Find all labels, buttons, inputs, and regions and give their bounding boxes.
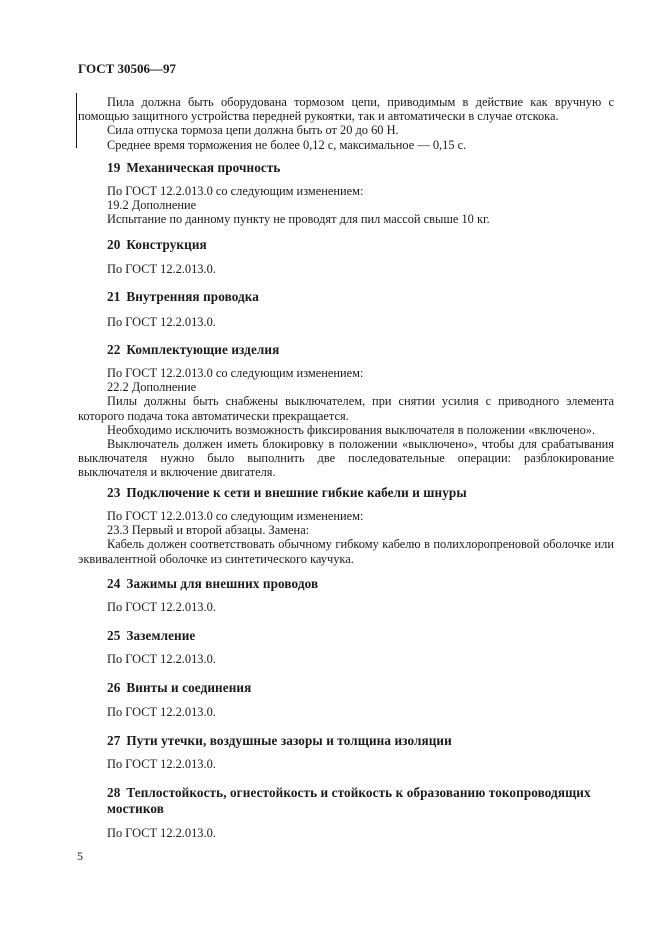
section-reference: По ГОСТ 12.2.013.0. bbox=[107, 652, 216, 666]
section-reference: По ГОСТ 12.2.013.0. bbox=[107, 262, 216, 276]
section-body bbox=[78, 184, 614, 227]
section-number: 23 bbox=[107, 485, 121, 500]
change-marker-bar bbox=[76, 93, 77, 148]
paragraph: По ГОСТ 12.2.013.0 со следующим изменением: bbox=[107, 366, 364, 380]
section-reference: По ГОСТ 12.2.013.0. bbox=[107, 705, 216, 719]
section-heading bbox=[107, 576, 615, 592]
paragraph: 19.2 Дополнение bbox=[107, 198, 197, 213]
section-number: 28 bbox=[107, 785, 121, 800]
section-title: Подключение к сети и внешние гибкие кабели и шнуры bbox=[126, 485, 467, 500]
page-number: 5 bbox=[77, 849, 83, 863]
section-heading bbox=[107, 680, 615, 696]
section-body bbox=[78, 366, 614, 480]
intro-block bbox=[78, 95, 614, 152]
paragraph: Сила отпуска тормоза цепи должна быть от 20 до 60 Н. bbox=[107, 123, 399, 138]
section-number: 24 bbox=[107, 576, 121, 591]
section-heading bbox=[107, 342, 615, 358]
paragraph: По ГОСТ 12.2.013.0 со следующим изменением: bbox=[107, 509, 364, 523]
section-title: Заземление bbox=[126, 628, 196, 643]
section-heading bbox=[107, 289, 615, 305]
section-number: 22 bbox=[107, 342, 121, 357]
section-heading bbox=[107, 785, 615, 817]
document-code-header: ГОСТ 30506—97 bbox=[78, 61, 177, 76]
paragraph: 23.3 Первый и второй абзацы. Замена: bbox=[107, 523, 310, 538]
section-title: Теплостойкость, огнестойкость и стойкость к образованию токопроводящих мостиков bbox=[107, 785, 591, 816]
paragraph: Необходимо исключить возможность фиксирования выключателя в положении «включено». bbox=[107, 422, 596, 437]
section-title: Конструкция bbox=[126, 237, 207, 252]
paragraph: По ГОСТ 12.2.013.0 со следующим изменением: bbox=[107, 184, 364, 198]
section-number: 26 bbox=[107, 680, 121, 695]
section-title: Механическая прочность bbox=[126, 160, 281, 175]
section-title: Внутренняя проводка bbox=[126, 289, 259, 304]
section-heading bbox=[107, 237, 615, 253]
paragraph: Пила должна быть оборудована тормозом цепи, приводимым в действие как вручную с помощью защитного устройства передней рукоятки, так и автоматически в случае отскока. bbox=[78, 95, 614, 124]
section-number: 19 bbox=[107, 160, 121, 175]
paragraph: Пилы должны быть снабжены выключателем, при снятии усилия с приводного элемента которого подача тока автоматически прекращается. bbox=[78, 394, 614, 423]
section-heading bbox=[107, 733, 615, 749]
section-title: Винты и соединения bbox=[126, 680, 252, 695]
section-number: 21 bbox=[107, 289, 121, 304]
section-title: Зажимы для внешних проводов bbox=[126, 576, 319, 591]
section-body bbox=[78, 509, 614, 566]
section-title: Комплектующие изделия bbox=[126, 342, 280, 357]
section-number: 27 bbox=[107, 733, 121, 748]
section-reference: По ГОСТ 12.2.013.0. bbox=[107, 826, 216, 840]
section-number: 20 bbox=[107, 237, 121, 252]
paragraph: Выключатель должен иметь блокировку в положении «выключено», чтобы для срабатывания выключателя нужно было выполнить две последовательные операции: разблокирование выключателя и включение двигателя. bbox=[78, 437, 614, 480]
section-reference: По ГОСТ 12.2.013.0. bbox=[107, 315, 216, 329]
section-heading bbox=[107, 485, 615, 501]
section-reference: По ГОСТ 12.2.013.0. bbox=[107, 600, 216, 614]
section-number: 25 bbox=[107, 628, 121, 643]
paragraph: Испытание по данному пункту не проводят для пил массой свыше 10 кг. bbox=[107, 212, 490, 227]
section-title: Пути утечки, воздушные зазоры и толщина изоляции bbox=[126, 733, 452, 748]
section-reference: По ГОСТ 12.2.013.0. bbox=[107, 757, 216, 771]
paragraph: 22.2 Дополнение bbox=[107, 380, 197, 395]
section-heading bbox=[107, 160, 615, 176]
paragraph: Кабель должен соответствовать обычному гибкому кабелю в полихлоропреновой оболочке или эквивалентной оболочке из синтетического каучука. bbox=[78, 537, 614, 566]
section-heading bbox=[107, 628, 615, 644]
paragraph: Среднее время торможения не более 0,12 с, максимальное — 0,15 с. bbox=[107, 137, 467, 152]
